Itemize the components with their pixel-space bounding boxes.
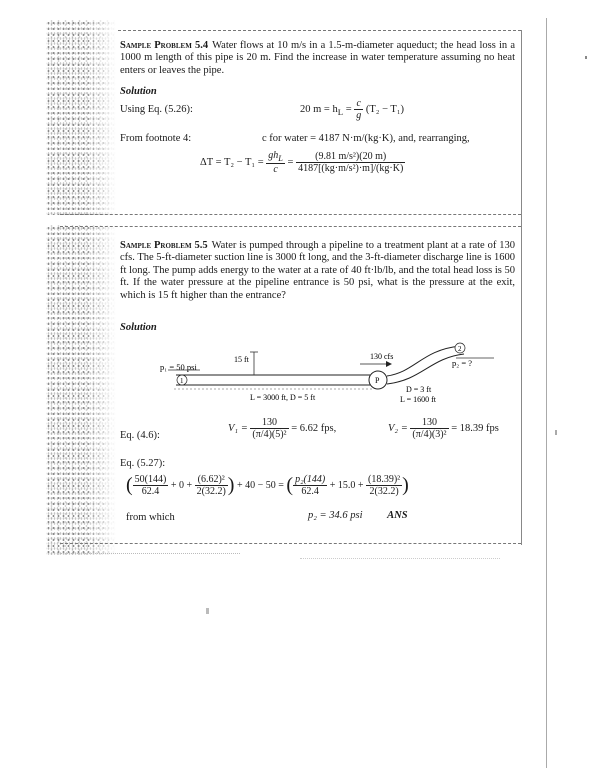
footnote-label: From footnote 4: (120, 133, 192, 144)
v2-equation: V₂ = $\frac{130}{\text{(π/4)(3)²}}$ = 18.39 fps (388, 417, 499, 440)
flow-label: 130 cfs (370, 352, 394, 361)
eq-5-27-ref: Eq. (5.27): (120, 458, 166, 469)
discharge-length-label: L = 1600 ft (400, 395, 436, 404)
point-1-label: 1 (180, 377, 184, 385)
suction-pipe-label: L = 3000 ft, D = 5 ft (250, 393, 316, 402)
energy-equation: ( $\frac{50(144)}{62.4}$ + 0 + $\frac{\text{(6.62)²}}{2(32.2)}$ ) + 40 − 50 = ( $\frac{\text{p₂(144)}}{62.4}$ + 15.0 + $\frac{\text{(18.39)²}}{2(32.2)}$ ) (126, 474, 409, 497)
eq-5-26-ref: Using Eq. (5.26): (120, 104, 193, 115)
point-2-label: 2 (458, 345, 462, 353)
problem-5-5-statement (120, 240, 515, 302)
box1-bottom-border (60, 214, 521, 215)
eq-4-6-ref: Eq. (4.6): (120, 430, 160, 441)
box1-top-border (118, 30, 521, 31)
discharge-diameter-label: D = 3 ft (406, 385, 432, 394)
height-label: 15 ft (234, 355, 249, 364)
pipeline-diagram (160, 340, 500, 422)
problem-5-4-solution-label: Solution (120, 86, 157, 97)
result-value: p₂ = 34.6 psi ANS (308, 510, 408, 521)
problem-5-4-heading: Sample Problem 5.4 (120, 40, 209, 51)
problem-5-5-text: Water is pumped through a pipeline to a treatment plant at a rate of 130 cfs. The 5-ft-diameter suction line is 3000 ft long, and the 3-ft-diameter discharge line is 1600 ft long. The pump adds energy to the water at a rate of 40 ft·lb/lb, and the total head loss is 50 ft. If the water pressure at the pipeline entrance is 50 psi, what is the pressure at the exit, which is 15 ft higher than the entrance? (120, 240, 515, 301)
pump-label: P (375, 376, 380, 385)
eq-5-26: 20 $m = h_L$ = $\frac{c}{g}$ (T₂ − T₁) (300, 98, 404, 121)
v1-equation: V₁ = $\frac{130}{\text{(π/4)(5)²}}$ = 6.62 fps, (228, 417, 337, 440)
scan-dash-1 (60, 553, 240, 554)
p1-label: p₁ = 50 psi (160, 362, 197, 372)
scan-noise-bottom (46, 225, 116, 555)
footnote-text: c for water = 4187 N·m/(kg·K), and, rearranging, (262, 133, 470, 144)
scan-noise-top (46, 20, 116, 215)
box-right-border (521, 30, 522, 545)
scan-mark-3 (585, 56, 587, 59)
page-edge-line (546, 18, 547, 768)
discharge-pipe-top (387, 346, 460, 376)
scan-dash-2 (300, 558, 500, 559)
answer-marker: ANS (387, 510, 408, 521)
problem-5-4-statement (120, 40, 515, 77)
p2-label: p₂ = ? (452, 358, 473, 368)
problem-5-5-heading: Sample Problem 5.5 (120, 240, 208, 251)
problem-5-5-solution-label: Solution (120, 322, 157, 333)
box2-top-border (60, 226, 521, 227)
from-which-label: from which (126, 512, 175, 523)
delta-t-equation: ΔT = T₂ − T₁ = $\frac{gh_L}{c}$ = $\frac{\text{(9.81 m/s²)(20 m)}}{\text{4187[(kg·m/s²)·m]/(kg·K)}}$ (200, 150, 404, 175)
box2-bottom-border (60, 543, 521, 544)
scan-mark (206, 608, 209, 614)
scan-mark-2 (555, 430, 557, 435)
problem-5-4-text: Water flows at 10 m/s in a 1.5-m-diameter aqueduct; the head loss in a 1000 m length of this pipe is 20 m. Find the increase in water temperature assuming no heat enters or leaves the pipe. (120, 40, 515, 76)
